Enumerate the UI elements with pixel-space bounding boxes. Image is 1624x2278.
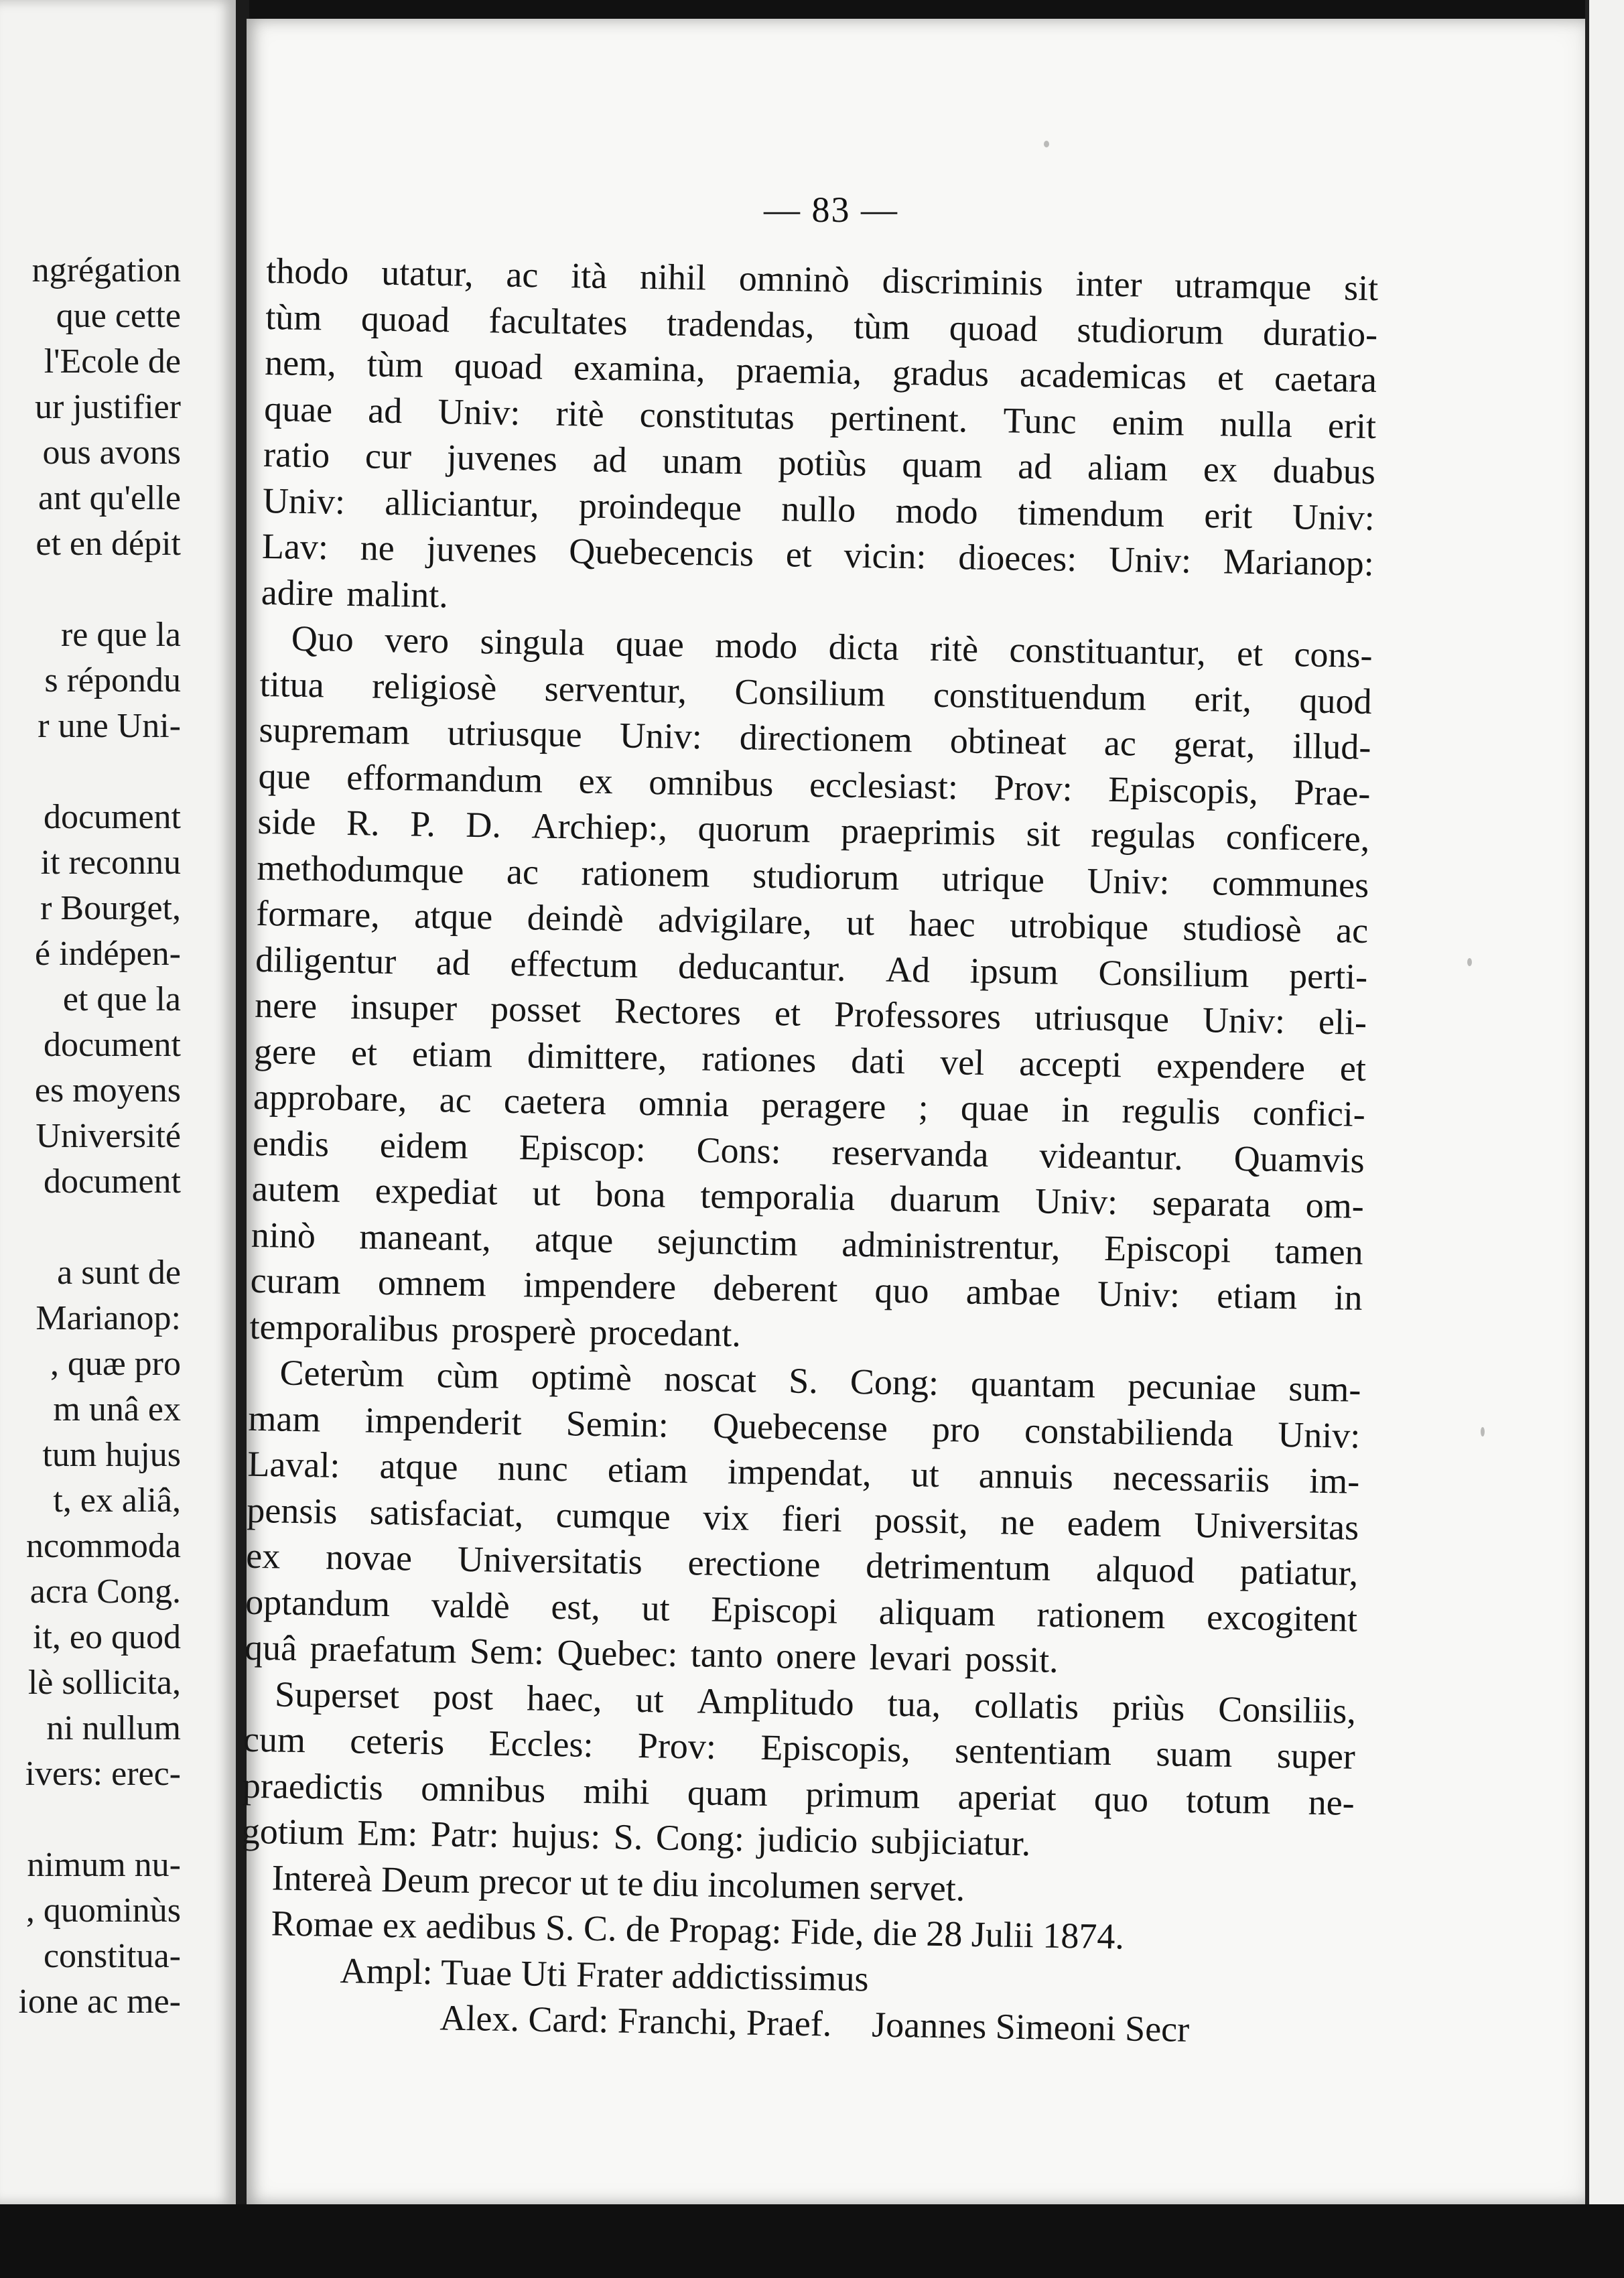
facing-page-line: nimum nu-: [27, 1846, 181, 1884]
facing-page-line: s répondu: [44, 661, 181, 699]
scan-speck: [1044, 141, 1049, 147]
facing-page-line: r Bourget,: [40, 889, 181, 927]
facing-page-line: et que la: [62, 980, 181, 1018]
facing-page-line: document: [43, 1026, 181, 1064]
facing-page-line: re que la: [60, 616, 181, 654]
facing-page-line: l'Ecole de: [44, 342, 181, 381]
facing-page-gap: [0, 1205, 181, 1250]
closing-dateline: Romae ex aedibus S. C. de Propag: Fide, die 28 Julii 1874.: [271, 1903, 1125, 1957]
body-line: quâ praefatum Sem: Quebec: tanto onere levari possit.: [244, 1627, 1059, 1680]
facing-page-line: et en dépit: [36, 525, 181, 563]
closing-salutation: Ampl: Tuae Uti Frater addictissimus: [340, 1950, 870, 1999]
page-edge-right: [1585, 0, 1624, 2278]
facing-page-line: it, eo quod: [33, 1618, 181, 1656]
facing-page-line: ous avons: [42, 433, 181, 472]
body-line: formare, atque deindè advigilare, ut haec utrobique studiosè ac: [255, 892, 1369, 951]
scan-speck: [1467, 958, 1472, 966]
facing-page-line: ni nullum: [46, 1709, 181, 1747]
facing-page-gap: [0, 749, 181, 795]
facing-page-line: Université: [36, 1117, 181, 1155]
body-line: gere et etiam dimittere, rationes dati vel accepti expendere et: [253, 1030, 1367, 1089]
body-line: temporalibus prosperè procedant.: [249, 1306, 742, 1354]
body-line: Univ: alliciantur, proindeque nullo modo timendum erit Univ:: [262, 480, 1375, 538]
facing-page-line: document: [43, 798, 181, 836]
facing-page-line: es moyens: [34, 1071, 181, 1110]
facing-page-line: ngrégation: [31, 251, 181, 289]
body-line: ex novae Universitatis erectione detrimentum alquod patiatur,: [245, 1535, 1359, 1593]
body-line: thodo utatur, ac ità nihil omninò discriminis inter utramque sit: [265, 250, 1379, 309]
facing-page-line: , quominùs: [25, 1891, 181, 1930]
body-line: que efformandum ex omnibus ecclesiast: Prov: Episcopis, Prae-: [258, 755, 1371, 813]
facing-page-line: document: [43, 1162, 181, 1201]
facing-page-gap: [0, 567, 181, 612]
scan-bottom-border: [0, 2204, 1624, 2278]
body-line: quae ad Univ: ritè constitutas pertinent. Tunc enim nulla erit: [263, 388, 1377, 446]
body-line: diligentur ad effectum deducantur. Ad ipsum Consilium perti-: [255, 939, 1368, 997]
signer-prefect: Alex. Card: Franchi, Praef.: [439, 1997, 832, 2044]
body-line: cum ceteris Eccles: Prov: Episcopis, sententiam suam super: [243, 1719, 1356, 1777]
body-line: optandum valdè est, ut Episcopi aliquam rationem excogitent: [245, 1581, 1358, 1639]
body-line: tùm quoad facultates tradendas, tùm quoad studiorum duratio-: [265, 296, 1378, 354]
facing-page-line: r une Uni-: [38, 707, 181, 745]
facing-page-line: lè sollicita,: [27, 1664, 181, 1702]
body-line: curam omnem impendere deberent quo ambae Univ: etiam in: [250, 1260, 1363, 1318]
body-line: Laval: atque nunc etiam impendat, ut annuis necessariis im-: [247, 1443, 1360, 1501]
body-line: ratio cur juvenes ad unam potiùs quam ad aliam ex duabus: [263, 433, 1376, 492]
facing-page-line: que cette: [56, 297, 181, 335]
signer-secretary: Joannes Simeoni Secr: [871, 2004, 1190, 2050]
body-line: Superset post haec, ut Amplitudo tua, collatis priùs Consiliis,: [274, 1673, 1357, 1731]
facing-page-line: constitua-: [43, 1937, 181, 1975]
facing-page-gap: [0, 1797, 181, 1842]
facing-page-line: é indépen-: [34, 935, 181, 973]
body-line: approbare, ac caetera omnia peragere ; quae in regulis confici-: [253, 1076, 1366, 1134]
body-line: Quo vero singula quae modo dicta ritè constituantur, et cons-: [291, 618, 1373, 675]
body-line: Lav: ne juvenes Quebecencis et vicin: dioeces: Univ: Marianop:: [261, 525, 1375, 584]
facing-page-line: a sunt de: [57, 1254, 181, 1292]
facing-page-line: ncommoda: [25, 1527, 181, 1565]
body-line: titua religiosè serventur, Consilium constituendum erit, quod: [259, 663, 1373, 722]
facing-page-line: m unâ ex: [53, 1390, 181, 1428]
body-line: supremam utriusque Univ: directionem obtineat ac gerat, illud-: [259, 709, 1371, 767]
body-line: adire malint.: [261, 572, 449, 615]
facing-page-line: acra Cong.: [29, 1572, 181, 1611]
facing-page-left: [0, 0, 236, 2204]
body-line: side R. P. D. Archiep:, quorum praeprimis sit regulas conficere,: [257, 801, 1370, 859]
body-line: gotium Em: Patr: hujus: S. Cong: judicio subjiciatur.: [241, 1810, 1031, 1864]
body-paragraphs: [241, 248, 1378, 1871]
body-line: autem expediat ut bona temporalia duarum Univ: separata om-: [251, 1168, 1365, 1226]
letter-body: [239, 248, 1379, 2055]
scan-speck: [1481, 1427, 1485, 1436]
facing-page-line: it reconnu: [40, 844, 181, 882]
body-line: endis eidem Episcop: Cons: reservanda videantur. Quamvis: [252, 1122, 1365, 1181]
body-line: nere insuper posset Rectores et Professores utriusque Univ: eli-: [254, 984, 1367, 1043]
body-line: praedictis omnibus mihi quam primum aperiat quo totum ne-: [242, 1765, 1355, 1823]
facing-page-line: ione ac me-: [18, 1983, 181, 2021]
facing-page-text-fragments: [0, 248, 181, 2025]
body-line: methodumque ac rationem studiorum utrique Univ: communes: [257, 847, 1369, 905]
facing-page-line: Marianop:: [36, 1299, 181, 1337]
body-line: mam impenderit Semin: Quebecense pro constabilienda Univ:: [248, 1398, 1361, 1456]
body-line: ninò maneant, atque sejunctim administrentur, Episcopi tamen: [251, 1214, 1364, 1272]
facing-page-line: ur justifier: [34, 388, 181, 426]
facing-page-line: tum hujus: [42, 1436, 181, 1474]
facing-page-line: ant qu'elle: [38, 479, 181, 517]
body-line: pensis satisfaciat, cumque vix fieri possit, ne eadem Universitas: [246, 1489, 1359, 1548]
body-line: Ceterùm cùm optimè noscat S. Cong: quantam pecuniae sum-: [279, 1352, 1361, 1410]
facing-page-line: ivers: erec-: [25, 1755, 181, 1793]
body-line: nem, tùm quoad examina, praemia, gradus academicas et caetara: [264, 342, 1377, 401]
closing-interea: Intereà Deum precor ut te diu incolumen servet.: [271, 1857, 965, 1909]
facing-page-line: , quæ pro: [50, 1345, 181, 1383]
facing-page-line: t, ex aliâ,: [53, 1481, 181, 1520]
page-number: — 83 —: [764, 190, 898, 230]
